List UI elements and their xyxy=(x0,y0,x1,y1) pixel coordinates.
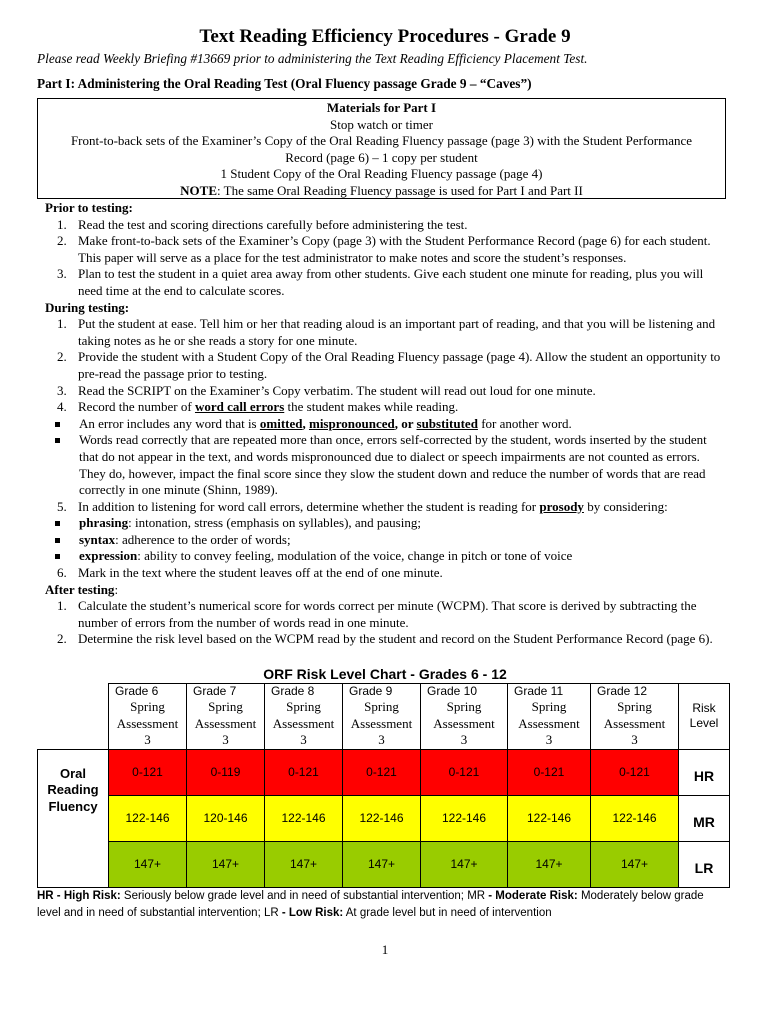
square-bullet-icon xyxy=(55,554,60,559)
risk-chart-title: ORF Risk Level Chart - Grades 6 - 12 xyxy=(263,666,507,682)
item-text: Plan to test the student in a quiet area away from other students. Give each student one minute for reading, plus you will need time at the end to calculate scores. xyxy=(78,266,704,298)
separator: , xyxy=(302,415,309,431)
note-label: NOTE xyxy=(180,182,217,198)
materials-line: Record (page 6) – 1 copy per student xyxy=(285,149,478,165)
list-item xyxy=(45,233,725,266)
risk-level-cell: LR xyxy=(679,841,730,887)
table-cell: 122-146 xyxy=(591,795,679,841)
list-item xyxy=(45,598,725,631)
item-text: Read the test and scoring directions carefully before administering the test. xyxy=(78,216,468,232)
table-cell: 147+ xyxy=(109,841,187,887)
item-number: 3. xyxy=(57,382,67,398)
page-number: 1 xyxy=(381,942,389,957)
item-number: 1. xyxy=(57,598,67,614)
item-number: 3. xyxy=(57,266,67,282)
materials-line: 1 Student Copy of the Oral Reading Fluency passage (page 4) xyxy=(220,166,543,182)
emphasis-term: omitted xyxy=(259,415,303,431)
square-bullet-icon xyxy=(55,538,60,543)
table-cell: 147+ xyxy=(187,841,265,887)
prosody-term: expression xyxy=(79,548,138,564)
table-cell: 0-121 xyxy=(343,749,421,795)
list-item xyxy=(45,316,725,349)
during-heading: During testing: xyxy=(45,299,130,315)
after-heading-label: After testing xyxy=(45,581,115,597)
after-heading-colon: : xyxy=(114,581,119,597)
item-text: Determine the risk level based on the WCPM read by the student and record on the Student Performance Record (page 6). xyxy=(78,631,713,647)
grade-header: Grade 7 Spring Assessment 3 xyxy=(187,684,265,750)
legend-text: Seriously below grade level and in need of substantial intervention; MR xyxy=(120,890,489,902)
bullet-item xyxy=(45,532,725,549)
risk-level-cell: MR xyxy=(679,795,730,841)
error-bullets xyxy=(45,416,725,499)
table-cell: 0-121 xyxy=(508,749,591,795)
item-text: by considering: xyxy=(583,498,668,514)
list-item xyxy=(45,349,725,382)
item-number: 6. xyxy=(57,565,67,581)
item-text: Put the student at ease. Tell him or her that reading aloud is an important part of reading, and that you will be listening and taking notes as he or she reads a story for one minute. xyxy=(78,316,716,348)
subtitle: Please read Weekly Briefing #13669 prior to administering the Text Reading Efficiency Placement Test. xyxy=(37,51,588,66)
bullet-item xyxy=(45,432,725,498)
separator: , or xyxy=(394,415,417,431)
item-text: : ability to convey feeling, modulation of the voice, change in pitch or tone of voice xyxy=(137,548,573,564)
bullet-item xyxy=(45,548,725,565)
part1-heading: Part I: Administering the Oral Reading Test (Oral Fluency passage Grade 9 – “Caves”) xyxy=(37,76,532,91)
item-text: Words read correctly that are repeated more than once, errors self-corrected by the student, words inserted by the student that do not appear in the text, and words mispronounced due to dialect or speech impairments are not counted as errors. They do, however, impact the final score since they slow the student down and reduce the number of words that are read correctly in one minute (Shinn, 1989). xyxy=(79,432,707,498)
table-header-row xyxy=(38,684,730,750)
instructions-body xyxy=(45,200,725,648)
item-text: In addition to listening for word call errors, determine whether the student is reading for xyxy=(78,498,540,514)
item-number: 1. xyxy=(57,216,67,232)
list-item xyxy=(45,266,725,299)
list-item xyxy=(45,565,725,582)
table-cell: 0-121 xyxy=(109,749,187,795)
note-text: : The same Oral Reading Fluency passage is used for Part I and Part II xyxy=(217,182,583,198)
item-text: Make front-to-back sets of the Examiner’s Copy (page 3) with the Student Performance Record (page 6) for each student. This paper will serve as a place for the test administrator to make notes and score the student’s responses. xyxy=(78,233,711,265)
emphasis-term: prosody xyxy=(539,498,584,514)
legend-text: Moderately below grade level and in need of substantial intervention; LR xyxy=(37,890,704,919)
table-row xyxy=(38,749,730,795)
item-text: : intonation, stress (emphasis on syllables), and pausing; xyxy=(128,515,421,531)
table-cell: 0-119 xyxy=(187,749,265,795)
table-row xyxy=(38,795,730,841)
grade-header: Grade 6 Spring Assessment 3 xyxy=(109,684,187,750)
header-corner xyxy=(38,684,109,750)
prosody-term: phrasing xyxy=(79,515,129,531)
item-number: 2. xyxy=(57,233,67,249)
legend-text: At grade level but in need of intervention xyxy=(343,907,552,919)
item-text: : adherence to the order of words; xyxy=(115,531,291,547)
risk-level-header: Risk Level xyxy=(679,684,730,750)
table-cell: 147+ xyxy=(343,841,421,887)
prior-heading: Prior to testing: xyxy=(45,200,133,215)
prosody-term: syntax xyxy=(79,531,116,547)
row-label-oral-reading-fluency: Oral Reading Fluency xyxy=(38,749,109,887)
materials-box xyxy=(37,98,726,199)
bullet-item xyxy=(45,416,725,433)
grade-header: Grade 12 Spring Assessment 3 xyxy=(591,684,679,750)
table-cell: 0-121 xyxy=(421,749,508,795)
prosody-bullets xyxy=(45,515,725,565)
list-item xyxy=(45,217,725,234)
materials-line: Front-to-back sets of the Examiner’s Copy of the Oral Reading Fluency passage (page 3) with the Student Performance xyxy=(70,133,693,149)
square-bullet-icon xyxy=(55,438,60,443)
table-cell: 122-146 xyxy=(421,795,508,841)
table-cell: 122-146 xyxy=(265,795,343,841)
square-bullet-icon xyxy=(55,521,60,526)
item-text: Mark in the text where the student leaves off at the end of one minute. xyxy=(78,565,443,581)
item-number: 5. xyxy=(57,498,67,514)
table-cell: 147+ xyxy=(265,841,343,887)
table-cell: 147+ xyxy=(421,841,508,887)
grade-header: Grade 9 Spring Assessment 3 xyxy=(343,684,421,750)
table-cell: 122-146 xyxy=(343,795,421,841)
item-text: Read the SCRIPT on the Examiner’s Copy verbatim. The student will read out loud for one minute. xyxy=(78,382,596,398)
risk-level-table xyxy=(37,683,730,888)
emphasis-term: word call errors xyxy=(194,399,285,415)
item-number: 1. xyxy=(57,316,67,332)
emphasis-term: mispronounced xyxy=(308,415,395,431)
item-text: Provide the student with a Student Copy of the Oral Reading Fluency passage (page 4). Allow the student an opportunity to pre-read the passage prior to testing. xyxy=(78,349,721,381)
list-item xyxy=(45,499,725,565)
grade-header: Grade 11 Spring Assessment 3 xyxy=(508,684,591,750)
table-cell: 147+ xyxy=(508,841,591,887)
legend-mr-label: - Moderate Risk: xyxy=(488,890,578,902)
legend-hr-label: HR - High Risk: xyxy=(37,890,121,902)
square-bullet-icon xyxy=(55,422,60,427)
list-item xyxy=(45,383,725,400)
table-row xyxy=(38,841,730,887)
table-cell: 122-146 xyxy=(508,795,591,841)
table-cell: 0-121 xyxy=(265,749,343,795)
item-text: Calculate the student’s numerical score for words correct per minute (WCPM). That score is derived by subtracting the number of errors from the number of words read in one minute. xyxy=(78,598,697,630)
table-cell: 0-121 xyxy=(591,749,679,795)
grade-header: Grade 10 Spring Assessment 3 xyxy=(421,684,508,750)
legend-lr-label: - Low Risk: xyxy=(281,907,344,919)
item-text: An error includes any word that is xyxy=(79,415,260,431)
page-title: Text Reading Efficiency Procedures - Grade 9 xyxy=(199,26,571,47)
item-number: 2. xyxy=(57,349,67,365)
item-text: Record the number of xyxy=(78,399,195,415)
risk-legend xyxy=(37,888,727,922)
grade-header: Grade 8 Spring Assessment 3 xyxy=(265,684,343,750)
item-text: the student makes while reading. xyxy=(284,399,459,415)
risk-level-cell: HR xyxy=(679,749,730,795)
bullet-item xyxy=(45,515,725,532)
materials-note xyxy=(38,183,725,200)
table-cell: 120-146 xyxy=(187,795,265,841)
table-cell: 122-146 xyxy=(109,795,187,841)
emphasis-term: substituted xyxy=(416,415,478,431)
materials-line: Stop watch or timer xyxy=(330,116,433,132)
item-text: for another word. xyxy=(477,415,572,431)
item-number: 2. xyxy=(57,631,67,647)
list-item xyxy=(45,399,725,499)
materials-heading: Materials for Part I xyxy=(326,100,437,115)
after-heading xyxy=(45,582,725,599)
item-number: 4. xyxy=(57,399,67,415)
during-list xyxy=(45,316,725,582)
after-list xyxy=(45,598,725,648)
prior-list xyxy=(45,217,725,300)
table-cell: 147+ xyxy=(591,841,679,887)
list-item xyxy=(45,631,725,648)
